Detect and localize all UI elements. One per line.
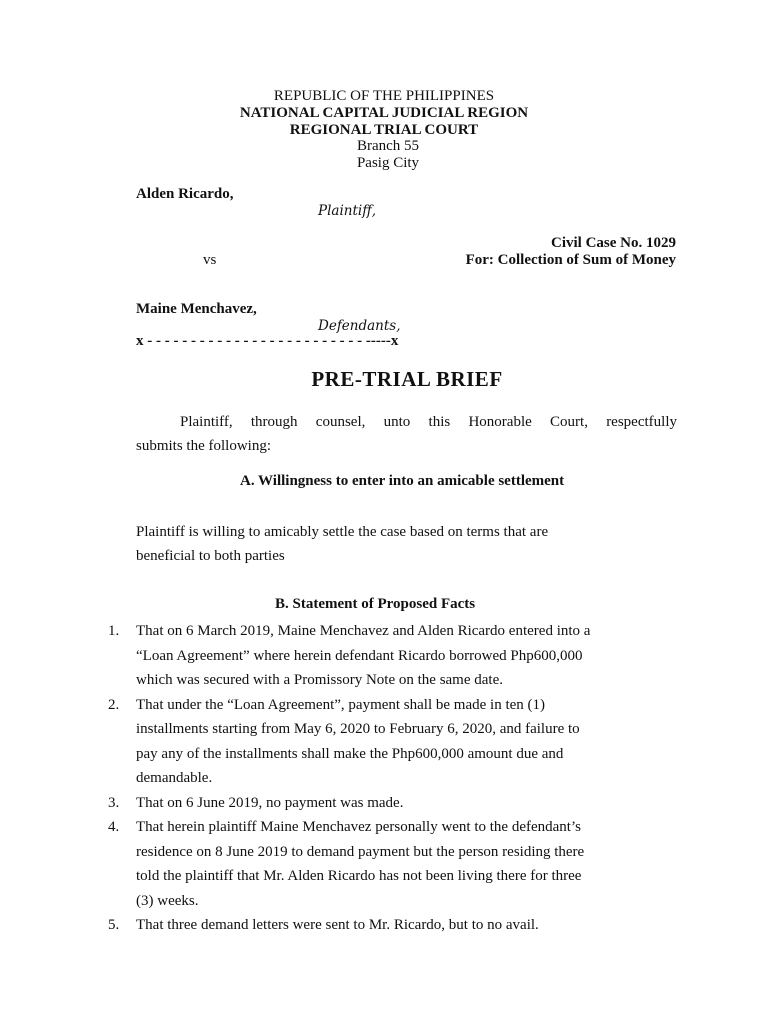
list-item-line: residence on 8 June 2019 to demand payment but the person residing there	[136, 843, 585, 860]
section-a-line-1: Plaintiff is willing to amicably settle the case based on terms that are	[136, 524, 549, 540]
defendant-name: Maine Menchavez,	[136, 301, 257, 317]
list-item	[108, 619, 683, 693]
list-item-number: 5.	[108, 917, 120, 933]
section-a-heading: A. Willingness to enter into an amicable settlement	[240, 473, 565, 489]
list-item-line: That herein plaintiff Maine Menchavez personally went to the defendant’s	[136, 819, 581, 835]
list-item	[108, 815, 683, 913]
list-item-line: (3) weeks.	[136, 892, 199, 909]
list-item-number: 2.	[108, 696, 120, 713]
list-item-line: “Loan Agreement” where herein defendant Ricardo borrowed Php600,000	[136, 647, 583, 664]
case-nature: For: Collection of Sum of Money	[465, 252, 676, 268]
header-court: REGIONAL TRIAL COURT	[289, 122, 479, 138]
header-republic: REPUBLIC OF THE PHILIPPINES	[273, 88, 495, 104]
header-region: NATIONAL CAPITAL JUDICIAL REGION	[239, 105, 529, 121]
list-item-line: told the plaintiff that Mr. Alden Ricardo has not been living there for three	[136, 868, 582, 884]
list-item-number: 3.	[108, 794, 120, 811]
defendant-role: Defendants,	[318, 318, 401, 334]
section-b-heading: B. Statement of Proposed Facts	[275, 596, 476, 612]
list-item-line: demandable.	[136, 770, 213, 786]
list-item-line: That three demand letters were sent to Mr. Ricardo, but to no avail.	[136, 917, 539, 933]
list-item-line: installments starting from May 6, 2020 to February 6, 2020, and failure to	[136, 721, 580, 737]
caption-separator: x - - - - - - - - - - - - - - - - - - - - - - - - - -----x	[136, 333, 399, 349]
document-title: PRE-TRIAL BRIEF	[311, 367, 503, 391]
intro-line-1: Plaintiff, through counsel, unto this Honorable Court, respectfully	[180, 414, 677, 430]
intro-line-2: submits the following:	[136, 438, 271, 454]
section-a-line-2: beneficial to both parties	[136, 548, 285, 564]
facts-list	[108, 619, 683, 938]
header-city: Pasig City	[356, 155, 420, 171]
header-branch: Branch 55	[356, 138, 420, 154]
section-a-paragraph	[136, 520, 677, 568]
versus-label: vs	[203, 252, 217, 268]
list-item-number: 4.	[108, 819, 120, 835]
list-item	[108, 913, 683, 938]
list-item-line: That on 6 March 2019, Maine Menchavez and Alden Ricardo entered into a	[136, 623, 591, 639]
list-item-line: which was secured with a Promissory Note on the same date.	[136, 672, 503, 688]
list-item-line: That under the “Loan Agreement”, payment shall be made in ten (1)	[136, 696, 546, 713]
list-item-number: 1.	[108, 623, 120, 639]
list-item-line: pay any of the installments shall make the Php600,000 amount due and	[136, 745, 564, 762]
list-item	[108, 791, 683, 816]
list-item	[108, 693, 683, 791]
list-item-line: That on 6 June 2019, no payment was made.	[136, 794, 404, 811]
plaintiff-name: Alden Ricardo,	[136, 186, 234, 202]
intro-paragraph	[136, 410, 677, 458]
plaintiff-role: Plaintiff,	[318, 203, 377, 219]
case-number: Civil Case No. 1029	[551, 235, 676, 251]
